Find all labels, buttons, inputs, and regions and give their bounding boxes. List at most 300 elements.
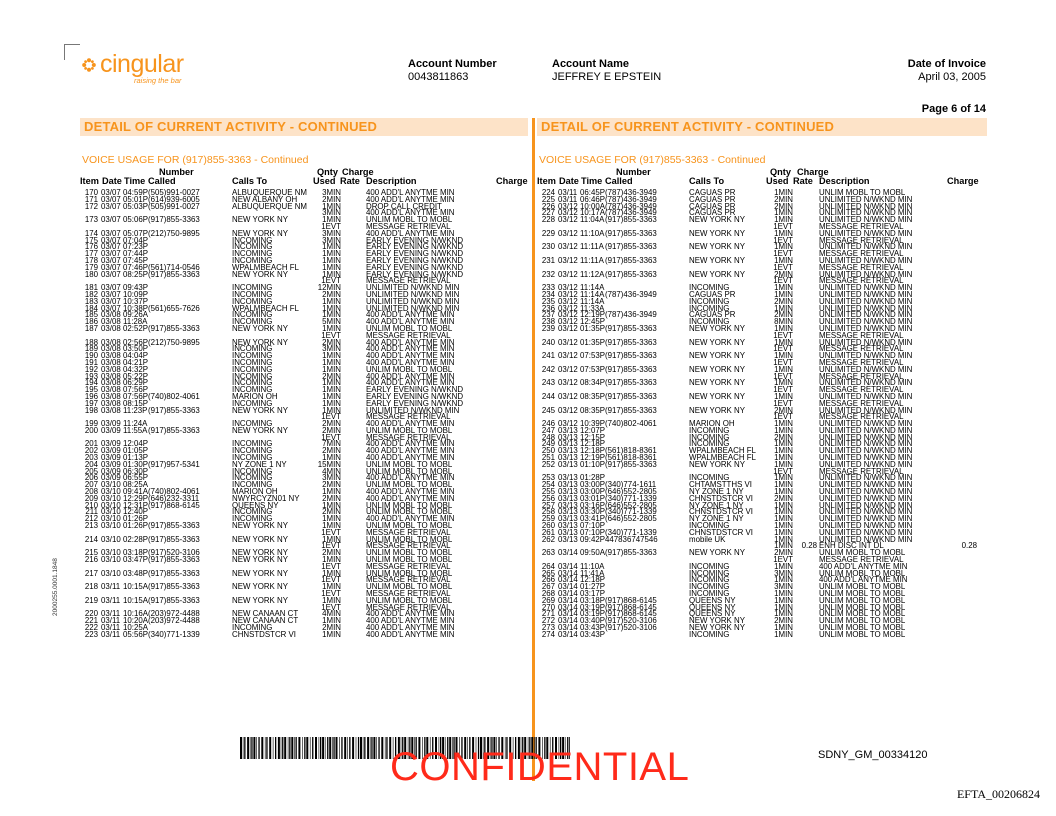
- cell-date: 03/07: [101, 235, 121, 245]
- cell-date: 03/12: [558, 364, 578, 374]
- header-time: Time: [124, 176, 146, 186]
- cell-description: UNLIMITED N/WKND MIN: [819, 351, 913, 361]
- cell-called: (917)855-3363: [605, 242, 657, 252]
- cell-description: UNLIMITED N/WKND MIN: [819, 303, 913, 313]
- cell-used: 2MIN: [322, 194, 341, 204]
- cell-used: 2MIN: [322, 548, 341, 558]
- cell-calls-to: mobile UK: [689, 534, 726, 544]
- cell-calls-to: NEW YORK NY: [232, 405, 288, 415]
- cell-calls-to: CHTAMSTTHS VI: [689, 480, 752, 490]
- cell-calls-to: ALBUQUERQUE NM: [232, 201, 307, 211]
- cell-description: DROP CALL CREDIT: [366, 201, 442, 211]
- cell-item: 186: [84, 317, 98, 327]
- cell-time: 04:04P: [123, 351, 149, 361]
- table-row: [537, 243, 987, 250]
- cell-used: 2MIN: [322, 289, 341, 299]
- table-row: [80, 271, 528, 278]
- cell-description: UNLIM MOBL TO MOBL: [366, 425, 453, 435]
- table-header: [80, 167, 528, 189]
- table-row: [80, 413, 528, 420]
- cell-called: (917)855-3363: [148, 323, 200, 333]
- cell-date: 03/10: [101, 555, 121, 565]
- cell-item: 232: [541, 269, 555, 279]
- column-divider: [532, 118, 535, 781]
- header-description: Description: [366, 176, 417, 186]
- cell-called: (917)855-3363: [605, 378, 657, 388]
- cell-date: 03/12: [558, 378, 578, 388]
- cell-date: 03/10: [101, 521, 121, 531]
- cell-called: (917)868-6145: [148, 500, 200, 510]
- cell-date: 03/13: [558, 514, 578, 524]
- cell-used: 2MIN: [322, 446, 341, 456]
- cell-description: UNLIMITED N/WKND MIN: [819, 255, 913, 265]
- cell-called: (740)802-4061: [148, 391, 200, 401]
- cell-item: 170: [84, 188, 98, 197]
- cell-item: 220: [84, 609, 98, 619]
- cell-rate: 0.28: [801, 541, 817, 551]
- cell-time: 11:41A: [580, 568, 605, 578]
- cell-time: 06:30P: [123, 466, 149, 476]
- cell-date: 03/07: [101, 262, 121, 272]
- cell-item: 268: [541, 589, 555, 599]
- cell-description: MESSAGE RETRIEVAL: [819, 385, 904, 395]
- cell-used: 2MIN: [774, 201, 793, 211]
- cell-used: 2MIN: [774, 269, 793, 279]
- invoice-date-label: Date of Invoice: [907, 58, 986, 70]
- cell-description: MESSAGE RETRIEVAL: [366, 589, 451, 599]
- cell-description: 400 ADD'L ANYTME MIN: [366, 310, 455, 320]
- cell-description: MESSAGE RETRIEVAL: [819, 235, 904, 245]
- cell-item: 249: [541, 439, 555, 449]
- cell-time: 09:50A: [580, 548, 606, 558]
- cell-date: 03/07: [101, 188, 121, 197]
- cell-used: 2MIN: [322, 371, 341, 381]
- cell-time: 02:28P: [123, 534, 149, 544]
- cell-time: 01:28P: [580, 473, 606, 483]
- cell-date: 03/13: [558, 527, 578, 537]
- cell-item: 261: [541, 527, 555, 537]
- cell-description: UNLIMITED N/WKND MIN: [819, 296, 913, 306]
- cell-description: MESSAGE RETRIEVAL: [366, 221, 451, 231]
- cell-description: UNLIMITED N/WKND MIN: [819, 289, 913, 299]
- cell-used: 1EVT: [321, 276, 341, 286]
- cell-used: 1EVT: [773, 235, 793, 245]
- cell-time: 12:45P: [580, 317, 606, 327]
- cell-time: 05:22P: [123, 371, 149, 381]
- cell-date: 03/07: [101, 215, 121, 225]
- cell-used: 2MIN: [322, 419, 341, 429]
- cell-calls-to: INCOMING: [232, 623, 273, 632]
- cell-time: 11:24A: [123, 419, 148, 429]
- cell-called: (917)855-3363: [605, 364, 657, 374]
- corner-mark-horizontal: [64, 44, 80, 45]
- cell-time: 03:19P: [580, 602, 606, 612]
- cell-time: 12:15P: [580, 432, 606, 442]
- cell-time: 03:00P: [580, 487, 606, 497]
- header-used: Used: [313, 176, 336, 186]
- cell-date: 03/13: [558, 480, 578, 490]
- cell-used: 1MIN: [322, 201, 341, 211]
- cell-time: 11:14A: [580, 296, 605, 306]
- cell-item: 256: [541, 493, 555, 503]
- cell-date: 03/11: [101, 616, 121, 626]
- cell-date: 03/13: [558, 521, 578, 531]
- cell-time: 09:26A: [123, 310, 149, 320]
- cell-description: UNLIMITED N/WKND MIN: [819, 527, 913, 537]
- cell-used: 2MIN: [774, 432, 793, 442]
- cell-date: 03/08: [101, 323, 121, 333]
- cell-description: UNLIMITED N/WKND MIN: [819, 323, 913, 333]
- cell-called: (917)855-3363: [148, 521, 200, 531]
- cell-description: UNLIM MOBL TO MOBL: [819, 609, 906, 619]
- cell-used: 1MIN: [774, 487, 793, 497]
- cell-item: 178: [84, 255, 98, 265]
- header-qnty: Qnty: [770, 167, 791, 177]
- cell-description: MESSAGE RETRIEVAL: [819, 276, 904, 286]
- brand-tagline: raising the bar: [134, 76, 182, 85]
- cell-item: 172: [84, 201, 98, 211]
- cell-calls-to: NY ZONE 1 NY: [689, 500, 744, 510]
- cell-called: (917)868-6145: [605, 609, 657, 619]
- cell-called: (917)855-3363: [148, 215, 200, 225]
- cell-used: 1EVT: [773, 555, 793, 565]
- cell-item: 237: [541, 310, 555, 320]
- cell-time: 09:43P: [123, 283, 149, 293]
- cell-used: 1EVT: [321, 575, 341, 585]
- cell-description: MESSAGE RETRIEVAL: [819, 398, 904, 408]
- cell-description: UNLIM MOBL TO MOBL: [366, 555, 453, 565]
- cell-item: 211: [85, 507, 98, 517]
- cell-time: 07:45P: [123, 255, 149, 265]
- cell-item: 191: [84, 357, 98, 367]
- cell-used: 1EVT: [321, 527, 341, 537]
- cell-calls-to: NEW YORK NY: [232, 595, 288, 605]
- cell-time: 01:13P: [123, 453, 149, 463]
- cell-item: 228: [541, 215, 555, 225]
- cell-calls-to: NEW YORK NY: [689, 323, 745, 333]
- cell-calls-to: INCOMING: [232, 344, 273, 354]
- cell-calls-to: INCOMING: [232, 473, 273, 483]
- cell-description: UNLIMITED N/WKND MIN: [819, 317, 913, 327]
- header-number: Number: [616, 167, 651, 177]
- cell-used: 1EVT: [321, 602, 341, 612]
- cell-description: UNLIM MOBL TO MOBL: [819, 595, 906, 605]
- table-row: [80, 522, 528, 529]
- cell-used: 2MIN: [322, 425, 341, 435]
- cell-used: 1MIN: [774, 459, 793, 469]
- cell-date: 03/08: [101, 310, 121, 320]
- cell-item: 236: [541, 303, 555, 313]
- cell-time: 07:10P: [580, 527, 606, 537]
- cell-description: UNLIMITED N/WKND MIN: [819, 425, 913, 435]
- table-row: [80, 556, 528, 563]
- cell-description: UNLIMITED N/WKND MIN: [819, 534, 913, 544]
- cell-date: 03/07: [101, 201, 121, 211]
- cell-date: 03/12: [558, 208, 578, 218]
- cell-calls-to: INCOMING: [232, 249, 273, 259]
- cell-used: 2MIN: [322, 493, 341, 503]
- cell-calls-to: NEW YORK NY: [232, 425, 288, 435]
- cell-calls-to: INCOMING: [689, 425, 730, 435]
- cell-description: EARLY EVENING N/WKND: [366, 269, 464, 279]
- cell-item: 214: [84, 534, 98, 544]
- cell-date: 03/12: [558, 303, 578, 313]
- cell-date: 03/12: [558, 351, 578, 361]
- invoice-date-value: April 03, 2005: [918, 71, 986, 83]
- cell-description: UNLIM MOBL TO MOBL: [819, 629, 906, 639]
- cell-description: UNLIM MOBL TO MOBL: [366, 521, 453, 531]
- cell-item: 242: [541, 364, 555, 374]
- cell-called: (740)802-4061: [148, 487, 200, 497]
- cell-used: 3MIN: [322, 188, 341, 197]
- cell-called: (340)774-1611: [605, 480, 657, 490]
- cell-description: ENH DISC INT DL: [819, 541, 884, 551]
- cell-used: 1MIN: [774, 208, 793, 218]
- cell-called: (787)436-3949: [605, 201, 657, 211]
- cell-used: 1MIN: [774, 337, 793, 347]
- cell-item: 246: [541, 419, 555, 429]
- cell-time: 06:46P: [580, 194, 606, 204]
- cell-used: 1MIN: [322, 405, 341, 415]
- table-row: [537, 461, 987, 468]
- cell-description: UNLIMITED N/WKND MIN: [366, 289, 460, 299]
- cell-date: 03/09: [101, 459, 121, 469]
- cell-time: 07:56P: [123, 391, 149, 401]
- cell-used: 1EVT: [773, 385, 793, 395]
- cell-called: (646)552-2805: [605, 500, 657, 510]
- cell-description: UNLIM MOBL TO MOBL: [366, 215, 453, 225]
- cell-calls-to: NEW YORK NY: [689, 391, 745, 401]
- cell-used: 1MIN: [322, 629, 341, 639]
- cell-date: 03/14: [558, 602, 578, 612]
- cell-date: 03/13: [558, 453, 578, 463]
- cell-calls-to: INCOMING: [232, 514, 273, 524]
- cell-used: 1MIN: [322, 249, 341, 259]
- cell-used: 1MIN: [774, 453, 793, 463]
- cell-used: 1MIN: [322, 453, 341, 463]
- cell-item: 174: [84, 228, 98, 238]
- cell-date: 03/12: [558, 323, 578, 333]
- cell-description: UNLIMITED N/WKND MIN: [819, 269, 913, 279]
- cell-item: 197: [84, 398, 98, 408]
- cell-used: 1EVT: [321, 330, 341, 340]
- corner-mark-vertical: [64, 44, 65, 60]
- cell-calls-to: MARION OH: [689, 419, 735, 429]
- cell-description: UNLIMITED N/WKND MIN: [819, 194, 913, 204]
- cell-time: 04:32P: [123, 364, 149, 374]
- cell-used: 1EVT: [773, 357, 793, 367]
- cell-calls-to: NEW YORK NY: [232, 555, 288, 565]
- cell-called: (917)868-6145: [605, 602, 657, 612]
- cell-called: (505)991-0027: [148, 201, 200, 211]
- cell-time: 11:33A: [580, 303, 605, 313]
- cell-description: UNLIMITED N/WKND MIN: [366, 296, 460, 306]
- cell-date: 03/07: [101, 242, 121, 252]
- cell-used: 1EVT: [321, 412, 341, 422]
- cell-description: 400 ADD'L ANYTME MIN: [366, 487, 455, 497]
- cell-calls-to: NY ZONE 1 NY: [689, 514, 744, 524]
- cell-description: 400 ADD'L ANYTME MIN: [366, 337, 455, 347]
- cell-description: 400 ADD'L ANYTME MIN: [366, 317, 455, 327]
- cell-time: 03:01P: [580, 493, 606, 503]
- cell-description: 400 ADD'L ANYTME MIN: [366, 439, 455, 449]
- cell-calls-to: CAGUAS PR: [689, 208, 736, 218]
- cell-calls-to: NEW YORK NY: [232, 582, 288, 592]
- cell-description: EARLY EVENING N/WKND: [366, 385, 464, 395]
- cell-item: 252: [541, 459, 555, 469]
- cell-calls-to: NEW YORK NY: [689, 228, 745, 238]
- cell-date: 03/08: [101, 357, 121, 367]
- cell-description: UNLIM MOBL TO MOBL: [366, 466, 453, 476]
- cell-description: EARLY EVENING N/WKND: [366, 398, 464, 408]
- cell-used: 1MIN: [322, 323, 341, 333]
- cell-description: UNLIM MOBL TO MOBL: [819, 616, 906, 626]
- cell-description: MESSAGE RETRIEVAL: [819, 262, 904, 272]
- table-row: [537, 277, 987, 284]
- cell-used: 1MIN: [774, 609, 793, 619]
- cell-time: 08:35P: [580, 391, 606, 401]
- cell-item: 225: [541, 194, 555, 204]
- right-column: [537, 118, 987, 638]
- cell-description: UNLIMITED N/WKND MIN: [819, 391, 913, 401]
- cell-called: (787)436-3949: [605, 289, 657, 299]
- cell-calls-to: NY ZONE 1 NY: [232, 459, 287, 469]
- cell-time: 07:53P: [580, 364, 606, 374]
- cell-date: 03/08: [101, 378, 121, 388]
- cell-used: 2MIN: [774, 616, 793, 626]
- cell-called: (917)855-3363: [148, 582, 200, 592]
- cell-date: 03/12: [558, 405, 578, 415]
- cell-date: 03/10: [101, 480, 121, 490]
- cell-used: 7MIN: [322, 439, 341, 449]
- cell-time: 03:47P: [123, 555, 149, 565]
- cell-time: 07:53P: [580, 351, 606, 361]
- cell-date: 03/08: [101, 364, 121, 374]
- cell-date: 03/14: [558, 561, 578, 571]
- cell-time: 10:16A: [123, 609, 149, 619]
- cell-time: 07:10P: [580, 521, 606, 531]
- cell-date: 03/12: [558, 228, 578, 238]
- cell-used: 1MIN: [322, 582, 341, 592]
- cell-description: UNLIM MOBL TO MOBL: [819, 623, 906, 632]
- efta-number: EFTA_00206824: [956, 787, 1040, 801]
- cell-date: 03/10: [101, 514, 121, 524]
- left-column: [80, 118, 528, 638]
- cell-calls-to: INCOMING: [232, 466, 273, 476]
- cell-description: UNLIMITED N/WKND MIN: [819, 337, 913, 347]
- cell-charge: 0.28: [961, 541, 977, 551]
- cell-calls-to: INCOMING: [689, 432, 730, 442]
- cell-calls-to: NEW CANAAN CT: [232, 609, 299, 619]
- cell-item: 245: [541, 405, 555, 415]
- usage-table-left: [80, 189, 528, 638]
- cell-called: (787)436-3949: [605, 188, 657, 197]
- cell-item: 210: [84, 500, 98, 510]
- cell-calls-to: INCOMING: [689, 283, 730, 293]
- cell-item: 224: [541, 188, 555, 197]
- cell-used: 1EVT: [321, 541, 341, 551]
- cell-used: 3MIN: [322, 235, 341, 245]
- cell-used: 1EVT: [773, 398, 793, 408]
- cell-used: 1MIN: [774, 303, 793, 313]
- cell-used: 1EVT: [773, 412, 793, 422]
- cell-called: (787)436-3949: [605, 310, 657, 320]
- cell-item: 189: [84, 344, 98, 354]
- cell-description: MESSAGE RETRIEVAL: [819, 221, 904, 231]
- cell-item: 175: [84, 235, 98, 245]
- bates-number: SDNY_GM_00334120: [818, 749, 928, 761]
- cell-used: 2MIN: [774, 548, 793, 558]
- cell-calls-to: INCOMING: [232, 357, 273, 367]
- cell-used: 1EVT: [321, 589, 341, 599]
- cell-used: 1MIN: [774, 228, 793, 238]
- cell-time: 12:18P: [580, 439, 606, 449]
- cell-calls-to: MARION OH: [232, 487, 278, 497]
- cell-description: UNLIMITED N/WKND MIN: [366, 303, 460, 313]
- cell-calls-to: WPALMBEACH FL: [232, 262, 299, 272]
- cell-description: UNLIMITED N/WKND MIN: [819, 242, 913, 252]
- cell-called: (917)855-3363: [605, 337, 657, 347]
- header-called: Called: [605, 176, 633, 186]
- cell-used: 1MIN: [774, 541, 793, 551]
- cell-calls-to: INCOMING: [232, 235, 273, 245]
- cell-calls-to: NEW YORK NY: [689, 215, 745, 225]
- cell-used: 1MIN: [774, 575, 793, 585]
- cell-date: 03/11: [558, 188, 578, 197]
- cell-date: 03/12: [558, 269, 578, 279]
- cell-description: 400 ADD'L ANYTME MIN: [366, 473, 455, 483]
- cell-time: 10:38P: [123, 303, 149, 313]
- cell-item: 204: [84, 459, 98, 469]
- cell-used: 1MIN: [322, 255, 341, 265]
- cell-description: UNLIMITED N/WKND MIN: [819, 419, 913, 429]
- cell-used: 1MIN: [774, 289, 793, 299]
- table-row: [537, 257, 987, 264]
- cell-called: (614)939-6005: [148, 194, 200, 204]
- cell-date: 03/07: [101, 269, 121, 279]
- cell-date: 03/12: [558, 337, 578, 347]
- cell-item: 213: [84, 521, 98, 531]
- cell-calls-to: INCOMING: [689, 473, 730, 483]
- header-description: Description: [819, 176, 870, 186]
- cell-used: 5MIN: [322, 317, 341, 327]
- cell-calls-to: CAGUAS PR: [689, 289, 736, 299]
- cell-date: 03/14: [558, 582, 578, 592]
- cell-calls-to: INCOMING: [689, 629, 730, 639]
- cell-date: 03/13: [558, 500, 578, 510]
- cell-item: 258: [541, 507, 555, 517]
- header-charge: Charge: [496, 176, 528, 186]
- page-number: Page 6 of 14: [921, 103, 986, 115]
- cell-time: 05:06P: [123, 215, 149, 225]
- cell-date: 03/07: [101, 283, 121, 293]
- table-row: [80, 570, 528, 577]
- cell-used: 1MIN: [322, 385, 341, 395]
- cell-item: 227: [541, 208, 555, 218]
- cell-time: 11:14A: [580, 283, 605, 293]
- cell-time: 09:42P: [580, 534, 606, 544]
- cell-calls-to: INCOMING: [232, 364, 273, 374]
- cell-called: (561)655-7626: [148, 303, 200, 313]
- cell-description: EARLY EVENING N/WKND: [366, 262, 464, 272]
- cell-calls-to: NEW YORK NY: [689, 548, 745, 558]
- cell-calls-to: INCOMING: [232, 419, 273, 429]
- cell-used: 1MIN: [774, 473, 793, 483]
- cell-used: 1MIN: [322, 487, 341, 497]
- cell-used: 1MIN: [322, 357, 341, 367]
- header-calls-to: Calls To: [232, 176, 268, 186]
- cell-time: 12:19P: [580, 453, 606, 463]
